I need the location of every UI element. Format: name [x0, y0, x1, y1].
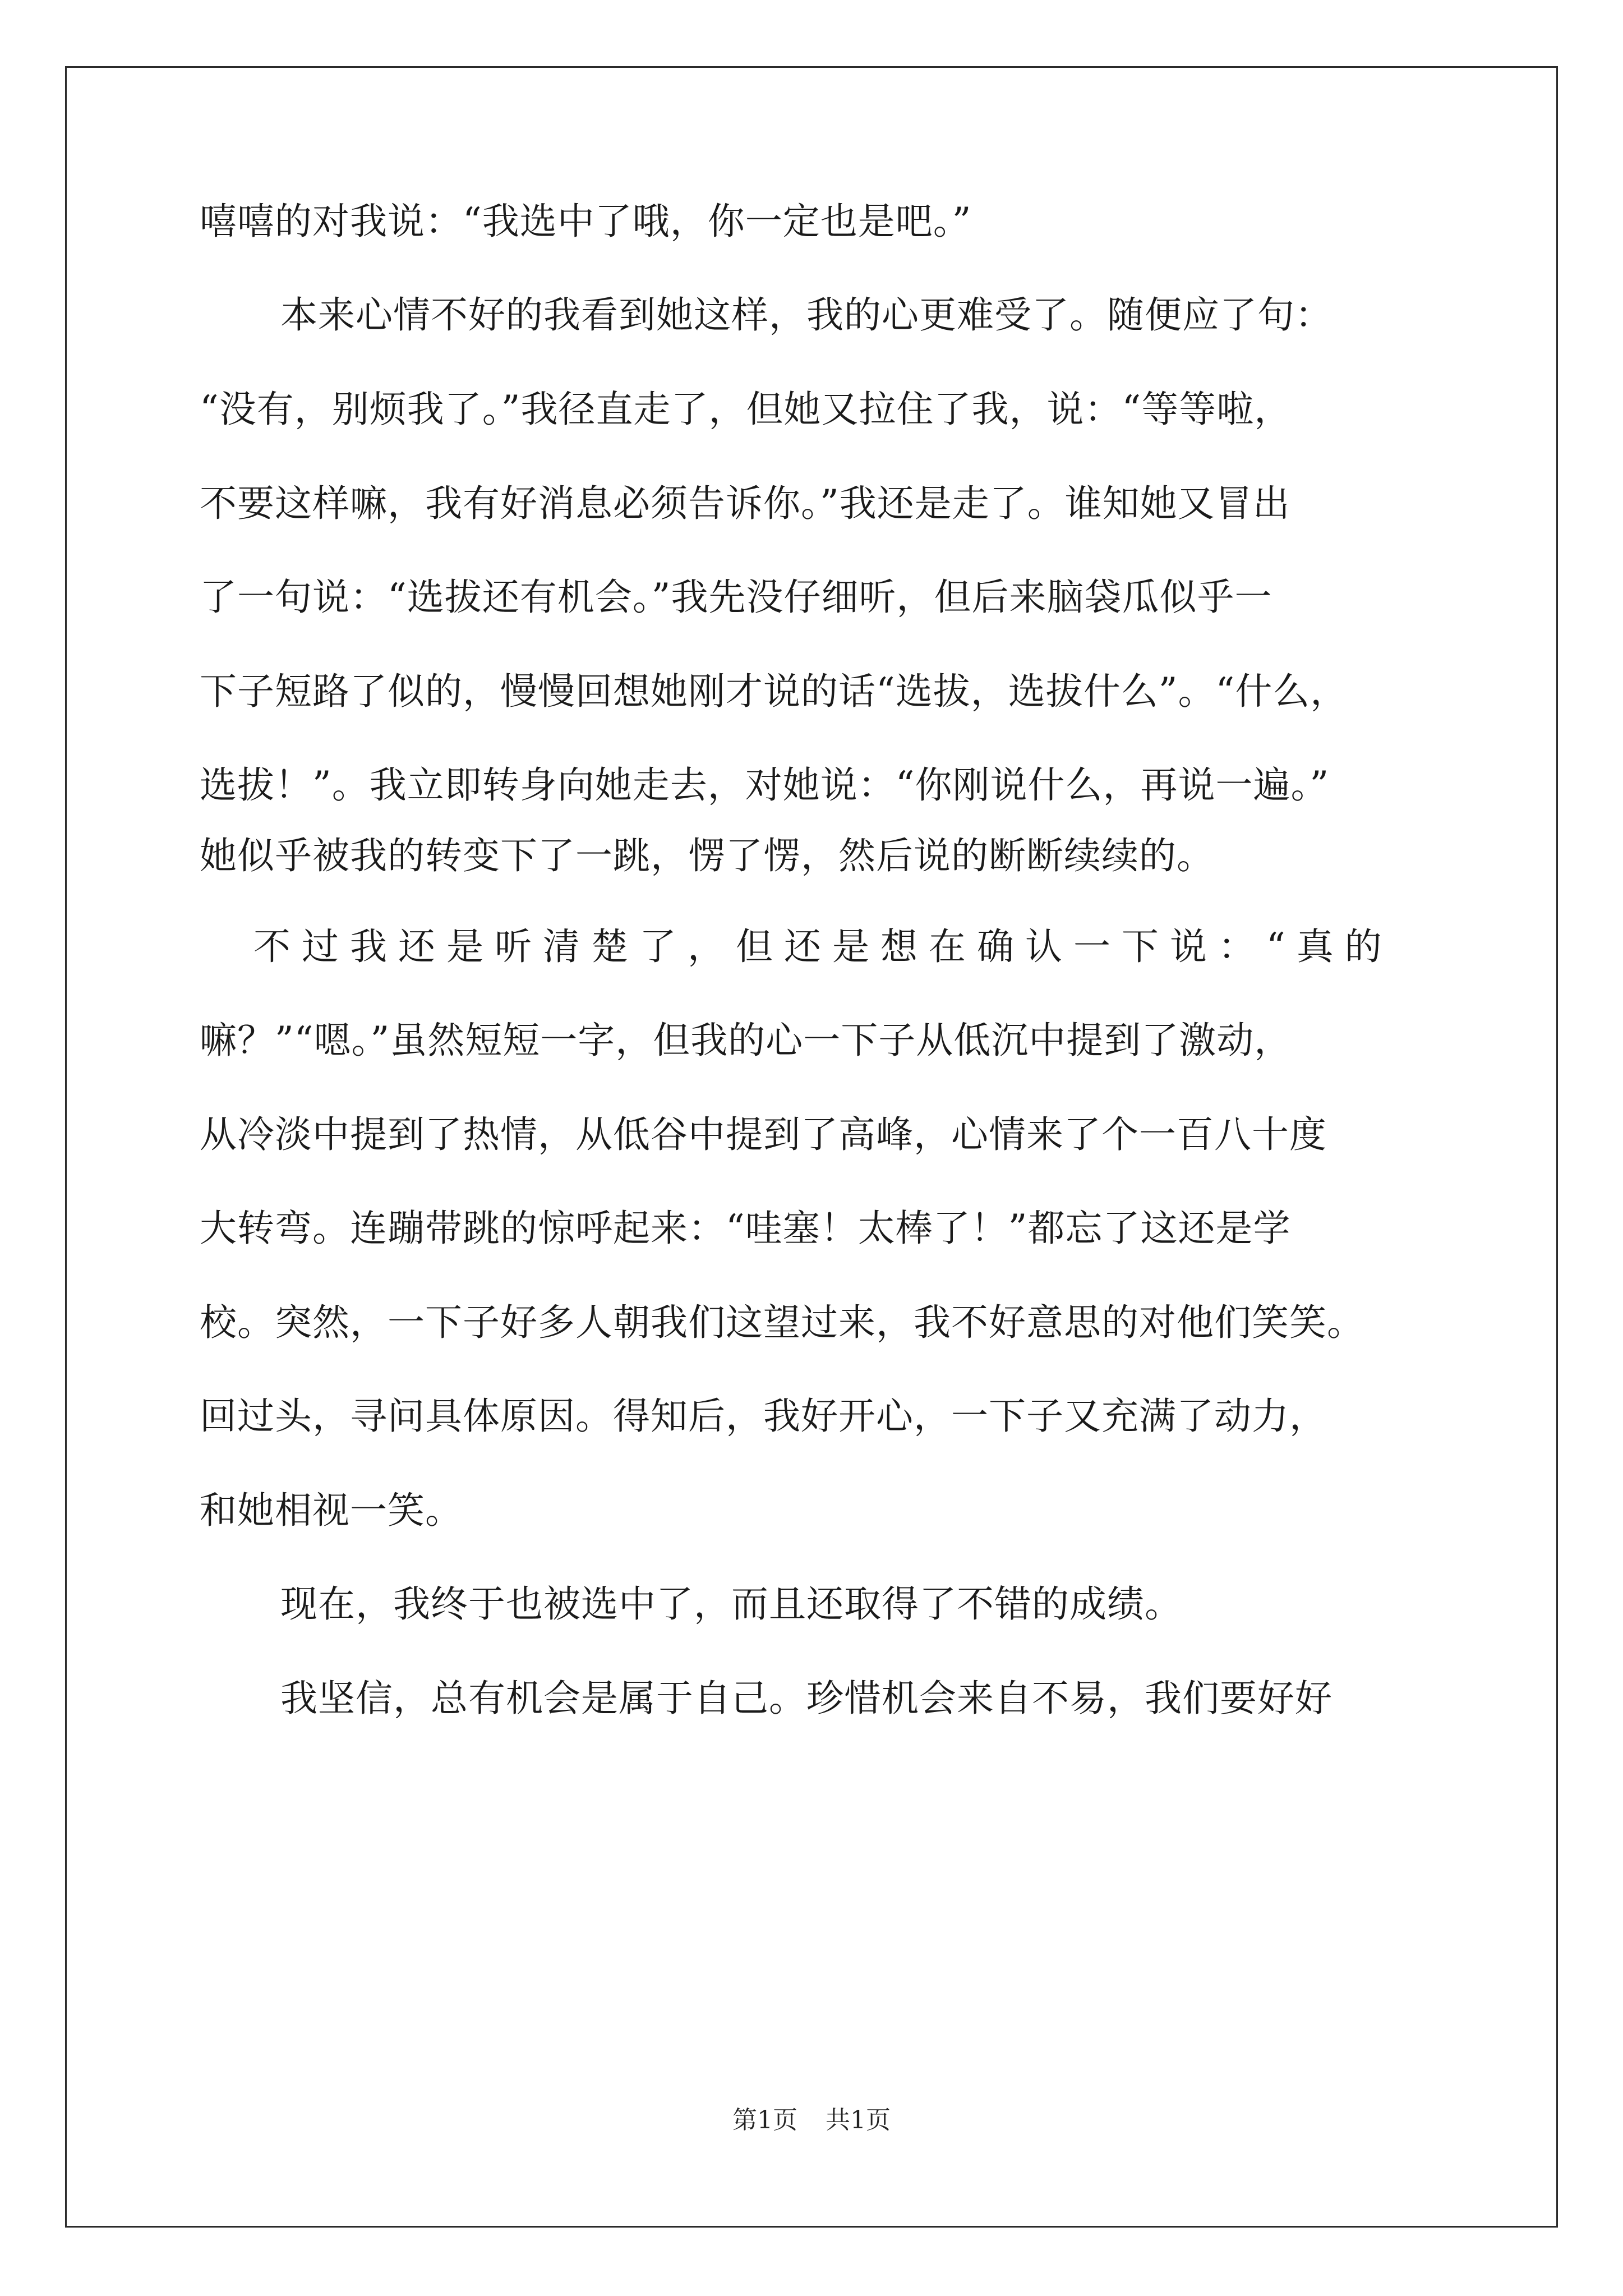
- text-line-2: 本来心情不好的我看到她这样，我的心更难受了。随便应了句：: [280, 293, 1332, 337]
- text-line-6: 下子短路了似的，慢慢回想她刚才说的话“选拔，选拔什么”。“什么，: [200, 670, 1348, 713]
- text-line-1: 嘻嘻的对我说：“我选中了哦，你一定也是吧。”: [200, 200, 972, 243]
- text-line-12: 大转弯。连蹦带跳的惊呼起来：“哇塞！太棒了！”都忘了这还是学: [200, 1207, 1291, 1250]
- page-number-current: 第1页: [732, 2106, 797, 2134]
- text-line-7: 选拔！”。我立即转身向她走去，对她说：“你刚说什么，再说一遍。”: [200, 763, 1330, 807]
- text-line-13: 校。突然，一下子好多人朝我们这望过来，我不好意思的对他们笑笑。: [200, 1301, 1364, 1344]
- text-line-3: “没有，别烦我了。”我径直走了，但她又拉住了我，说：“等等啦，: [200, 388, 1292, 431]
- text-line-10: 嘛？”“嗯。”虽然短短一字，但我的心一下子从低沉中提到了激动，: [200, 1019, 1292, 1062]
- text-line-17: 我坚信，总有机会是属于自己。珍惜机会来自不易，我们要好好: [280, 1677, 1332, 1720]
- page-number-total: 共1页: [826, 2106, 891, 2134]
- text-line-8: 她似乎被我的转变下了一跳，愣了愣，然后说的断断续续的。: [200, 834, 1214, 877]
- text-line-4: 不要这样嘛，我有好消息必须告诉你。”我还是走了。谁知她又冒出: [200, 482, 1290, 525]
- text-line-14: 回过头，寻问具体原因。得知后，我好开心，一下子又充满了动力，: [200, 1395, 1327, 1438]
- text-line-5: 了一句说：“选拔还有机会。”我先没仔细听，但后来脑袋瓜似乎一: [200, 576, 1272, 619]
- text-line-16: 现在，我终于也被选中了，而且还取得了不错的成绩。: [280, 1582, 1182, 1626]
- text-line-9: 不过我还是听清楚了，但还是想在确认一下说：“真的: [253, 925, 1393, 968]
- text-line-15: 和她相视一笑。: [200, 1489, 463, 1532]
- text-line-11: 从冷淡中提到了热情，从低谷中提到了高峰，心情来了个一百八十度: [200, 1113, 1327, 1156]
- page-footer: [0, 2104, 1623, 2137]
